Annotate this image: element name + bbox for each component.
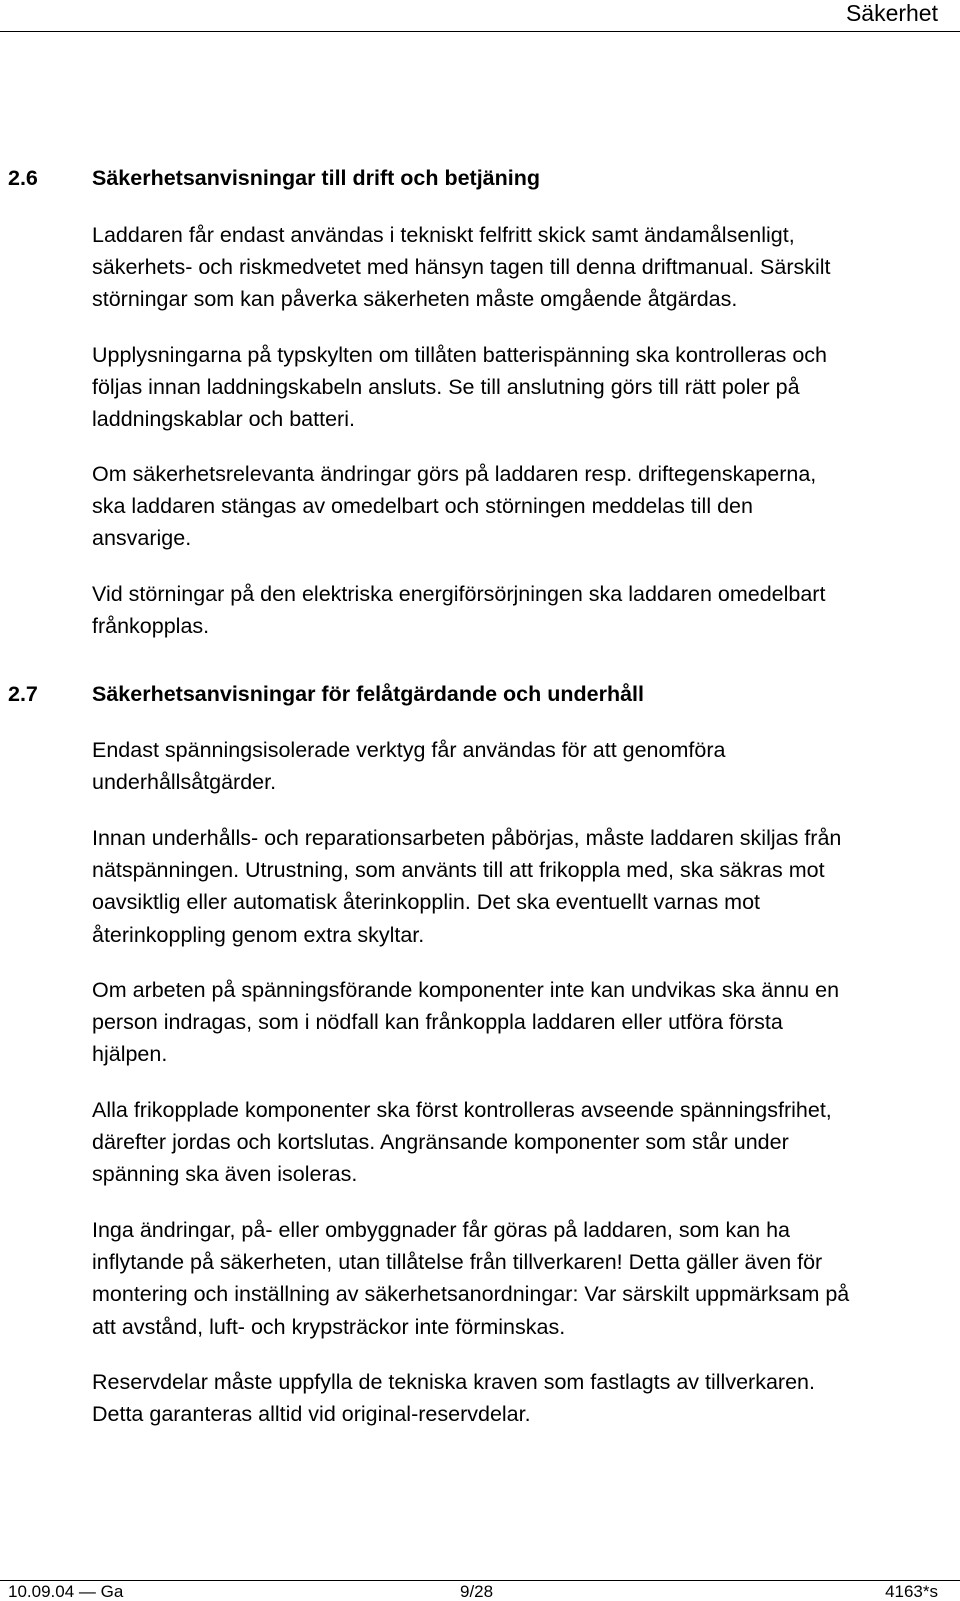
- page-number: 9/28: [460, 1582, 494, 1601]
- paragraph: Vid störningar på den elektriska energiförsörjningen ska laddaren omedelbart frånkopplas.: [92, 582, 826, 639]
- section-number: 2.6: [8, 166, 38, 190]
- paragraph: Endast spänningsisolerade verktyg får användas för att genomföra underhållsåtgärder.: [92, 738, 726, 795]
- section-heading: Säkerhetsanvisningar till drift och betjäning: [92, 166, 541, 190]
- header-divider: [0, 31, 960, 32]
- paragraph: Laddaren får endast användas i tekniskt felfritt skick samt ändamålsenligt, säkerhets- och riskmedvetet med hänsyn tagen till denna driftmanual. Särskilt störningar som kan påverka säkerheten måste omgående åtgärdas.: [92, 223, 831, 312]
- section-heading: Säkerhetsanvisningar för felåtgärdande och underhåll: [92, 682, 644, 706]
- paragraph: Reservdelar måste uppfylla de tekniska kraven som fastlagts av tillverkaren. Detta garanteras alltid vid original-reservdelar.: [92, 1370, 815, 1427]
- paragraph: Om arbeten på spänningsförande komponenter inte kan undvikas ska ännu en person indragas, som i nödfall kan frånkoppla laddaren eller utföra första hjälpen.: [92, 978, 840, 1067]
- footer-date-author: 10.09.04 — Ga: [8, 1582, 124, 1601]
- page-header-title: Säkerhet: [845, 0, 938, 26]
- document-code: 4163*s: [885, 1582, 938, 1601]
- section-number: 2.7: [8, 682, 38, 706]
- paragraph: Innan underhålls- och reparationsarbeten påbörjas, måste laddaren skiljas från nätspänningen. Utrustning, som använts till att frikoppla med, ska säkras mot oavsiktlig eller automatisk återinkopplin. Det ska eventuellt varnas mot återinkoppling genom extra skyltar.: [92, 826, 842, 947]
- paragraph: Upplysningarna på typskylten om tillåten batterispänning ska kontrolleras och följas innan laddningskabeln ansluts. Se till anslutning görs till rätt poler på laddningskablar och batteri.: [92, 343, 827, 432]
- footer-divider: [0, 1580, 960, 1581]
- paragraph: Alla frikopplade komponenter ska först kontrolleras avseende spänningsfrihet, därefter jordas och kortslutas. Angränsande komponenter som står under spänning ska även isoleras.: [92, 1098, 832, 1187]
- paragraph: Om säkerhetsrelevanta ändringar görs på laddaren resp. driftegenskaperna, ska laddaren stängas av omedelbart och störningen meddelas till den ansvarige.: [92, 462, 817, 551]
- paragraph: Inga ändringar, på- eller ombyggnader får göras på laddaren, som kan ha inflytande på säkerheten, utan tillåtelse från tillverkaren! Detta gäller även för montering och inställning av säkerhetsanordningar: Var särskilt uppmärksam på att avstånd, luft- och krypsträckor inte förminskas.: [92, 1218, 850, 1339]
